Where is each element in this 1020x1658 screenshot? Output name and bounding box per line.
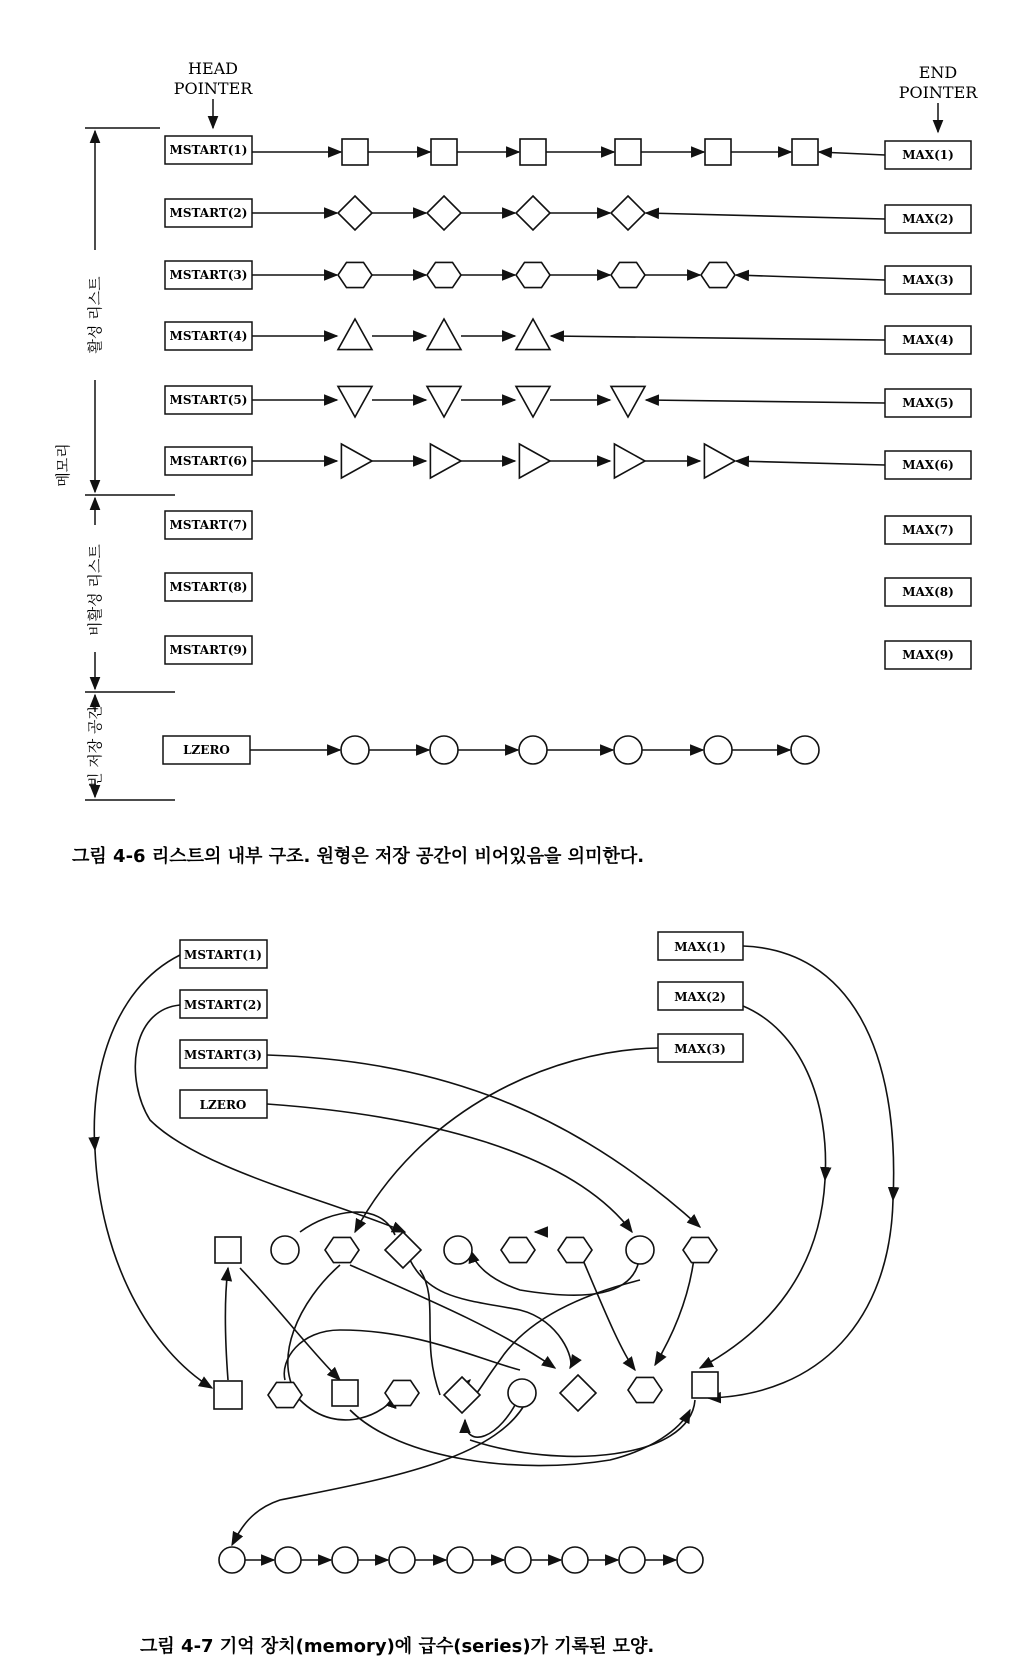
link-circ-to-circ (470, 1250, 640, 1295)
max-box-8 (885, 578, 971, 606)
fig2-free-node-2 (275, 1547, 301, 1573)
fig2-box-max2 (658, 982, 743, 1010)
max-box-3-text: MAX(3) (902, 273, 954, 287)
row4-node-2 (427, 319, 461, 350)
fig2-mstart2-label: MSTART(2) (184, 998, 262, 1012)
row1-end-link (819, 152, 885, 155)
fig2-mstart3-label: MSTART(3) (184, 1048, 262, 1062)
fig2-node-1 (215, 1237, 241, 1263)
row3-node-2 (427, 262, 461, 287)
fig2-free-node-6 (505, 1547, 531, 1573)
free-node-5 (704, 736, 732, 764)
mstart-box-2-text: MSTART(2) (169, 206, 248, 220)
mstart-box-4-text: MSTART(4) (169, 329, 248, 343)
fig2-free-node-7 (562, 1547, 588, 1573)
max-box-8-text: MAX(8) (902, 585, 954, 599)
fig2-node-12 (332, 1380, 358, 1406)
mstart-box-7 (165, 511, 252, 539)
link-max1 (743, 946, 894, 1200)
max-box-9-text: MAX(9) (902, 648, 954, 662)
fig2-node-6 (501, 1237, 535, 1262)
row5-end-link (646, 400, 885, 403)
fig2-max3-label: MAX(3) (674, 1042, 726, 1056)
fig2-node-16 (560, 1375, 596, 1411)
fig2-node-5 (444, 1236, 472, 1264)
mstart-box-1-text: MSTART(1) (169, 143, 248, 157)
free-node-3 (519, 736, 547, 764)
fig2-lzero-label: LZERO (199, 1098, 247, 1112)
mstart-box-6-text: MSTART(6) (169, 454, 248, 468)
row1-node-4 (615, 139, 641, 165)
row5-node-4 (611, 386, 645, 417)
fig2-links (94, 946, 893, 1545)
link-max3 (355, 1048, 658, 1232)
row4-node-1 (338, 319, 372, 350)
max-box-7-text: MAX(7) (902, 523, 954, 537)
fig2-free-node-9 (677, 1547, 703, 1573)
row2-end-link (646, 213, 885, 219)
mstart-box-1 (165, 136, 252, 164)
row6-node-2 (430, 444, 461, 478)
mstart-box-9-text: MSTART(9) (169, 643, 248, 657)
max-box-9 (885, 641, 971, 669)
fig2-free-node-3 (332, 1547, 358, 1573)
fig2-box-max1 (658, 932, 743, 960)
fig2-free-node-1 (219, 1547, 245, 1573)
row3-node-1 (338, 262, 372, 287)
row3-end-link (736, 275, 885, 280)
link-mstart1-b (95, 1150, 212, 1388)
link-sq-to-sq (240, 1268, 340, 1380)
fig2-node-7 (558, 1237, 592, 1262)
memory-brackets (85, 128, 175, 800)
mstart-box-2 (165, 199, 252, 227)
fig2-node-13 (385, 1380, 419, 1405)
max-box-7 (885, 516, 971, 544)
row3-node-3 (516, 262, 550, 287)
head-pointer-label-1: HEAD (187, 59, 239, 78)
fig2-node-18 (692, 1372, 718, 1398)
row1-node-6 (792, 139, 818, 165)
row6-end-link (736, 461, 885, 465)
row5-node-2 (427, 386, 461, 417)
fig2-box-mstart1 (180, 940, 267, 968)
figure-4-6 (54, 59, 978, 867)
figure-4-7 (94, 932, 893, 1657)
link-sq-to-sq2 (350, 1410, 690, 1466)
max-box-2 (885, 205, 971, 233)
fig2-max2-label: MAX(2) (674, 990, 726, 1004)
row3-node-5 (701, 262, 735, 287)
row4-node-3 (516, 319, 550, 350)
fig2-free-node-4 (389, 1547, 415, 1573)
side-label-inactive: 비활성 리스트 (86, 544, 104, 636)
fig2-node-8 (626, 1236, 654, 1264)
mstart-box-3-text: MSTART(3) (169, 268, 248, 282)
fig2-node-11 (268, 1382, 302, 1407)
row2-node-1 (338, 196, 372, 230)
row1-node-5 (705, 139, 731, 165)
link-sq-up (225, 1268, 228, 1380)
mstart-box-8-text: MSTART(8) (169, 580, 248, 594)
link-hex-to-dia (350, 1265, 555, 1368)
fig2-nodes (214, 1232, 718, 1573)
link-to-free (232, 1398, 528, 1545)
mstart-box-6 (165, 447, 252, 475)
link-hex-to-hex (580, 1253, 635, 1370)
end-pointer-label-2: POINTER (898, 83, 978, 102)
lzero-box (163, 736, 250, 764)
link-max2 (743, 1006, 826, 1180)
row6-node-4 (614, 444, 645, 478)
row2-node-4 (611, 196, 645, 230)
max-box-2-text: MAX(2) (902, 212, 954, 226)
max-box-1 (885, 141, 971, 169)
mstart-box-8 (165, 573, 252, 601)
side-label-free: 빈 저장 공간 (86, 705, 104, 787)
max-box-5 (885, 389, 971, 417)
mstart-box-9 (165, 636, 252, 664)
link-circ-loop (300, 1212, 395, 1235)
end-pointer-label-1: END (918, 63, 958, 82)
mstart-box-5 (165, 386, 252, 414)
row2-node-3 (516, 196, 550, 230)
row6-node-5 (704, 444, 735, 478)
row6-node-1 (341, 444, 372, 478)
max-box-4 (885, 326, 971, 354)
fig2-node-17 (628, 1377, 662, 1402)
row1-node-1 (342, 139, 368, 165)
fig2-node-2 (271, 1236, 299, 1264)
fig2-box-mstart2 (180, 990, 267, 1018)
mstart-box-3 (165, 261, 252, 289)
link-hex-down (655, 1250, 695, 1365)
fig2-node-14 (444, 1377, 480, 1413)
link-circ-back (284, 1330, 520, 1380)
max-box-6-text: MAX(6) (902, 458, 954, 472)
free-node-6 (791, 736, 819, 764)
row5-node-1 (338, 386, 372, 417)
fig2-node-3 (325, 1237, 359, 1262)
fig2-box-max3 (658, 1034, 743, 1062)
fig2-mstart1-label: MSTART(1) (184, 948, 262, 962)
fig2-free-node-5 (447, 1547, 473, 1573)
fig2-node-10 (214, 1381, 242, 1409)
head-pointer-label-2: POINTER (173, 79, 253, 98)
row1-node-3 (520, 139, 546, 165)
row5-node-3 (516, 386, 550, 417)
free-node-4 (614, 736, 642, 764)
link-cross (475, 1280, 640, 1395)
max-box-5-text: MAX(5) (902, 396, 954, 410)
row3-node-4 (611, 262, 645, 287)
max-box-4-text: MAX(4) (902, 333, 954, 347)
fig2-box-mstart3 (180, 1040, 267, 1068)
free-node-1 (341, 736, 369, 764)
lzero-box-text: LZERO (183, 743, 230, 757)
row2-node-2 (427, 196, 461, 230)
fig2-box-lzero (180, 1090, 267, 1118)
mstart-box-5-text: MSTART(5) (169, 393, 248, 407)
mstart-box-7-text: MSTART(7) (169, 518, 248, 532)
fig2-node-9 (683, 1237, 717, 1262)
fig2-node-4 (385, 1232, 421, 1268)
fig2-node-15 (508, 1379, 536, 1407)
free-node-2 (430, 736, 458, 764)
figure-4-7-caption: 그림 4-7 기억 장치(memory)에 급수(series)가 기록된 모양. (140, 1636, 655, 1657)
link-mstart2 (135, 1005, 405, 1232)
row6-node-3 (519, 444, 550, 478)
list-rows (163, 136, 971, 764)
mstart-box-4 (165, 322, 252, 350)
link-lzero (267, 1104, 632, 1232)
fig2-max1-label: MAX(1) (674, 940, 726, 954)
fig2-free-node-8 (619, 1547, 645, 1573)
row1-node-2 (431, 139, 457, 165)
side-label-memory: 메모리 (54, 443, 72, 487)
figure-4-6-caption: 그림 4-6 리스트의 내부 구조. 원형은 저장 공간이 비어있음을 의미한다. (72, 846, 645, 867)
max-box-1-text: MAX(1) (902, 148, 954, 162)
link-max2-b (700, 1180, 825, 1368)
row4-end-link (551, 336, 885, 340)
max-box-3 (885, 266, 971, 294)
link-max1-b (708, 1200, 893, 1398)
side-label-active: 활성 리스트 (86, 276, 104, 354)
max-box-6 (885, 451, 971, 479)
